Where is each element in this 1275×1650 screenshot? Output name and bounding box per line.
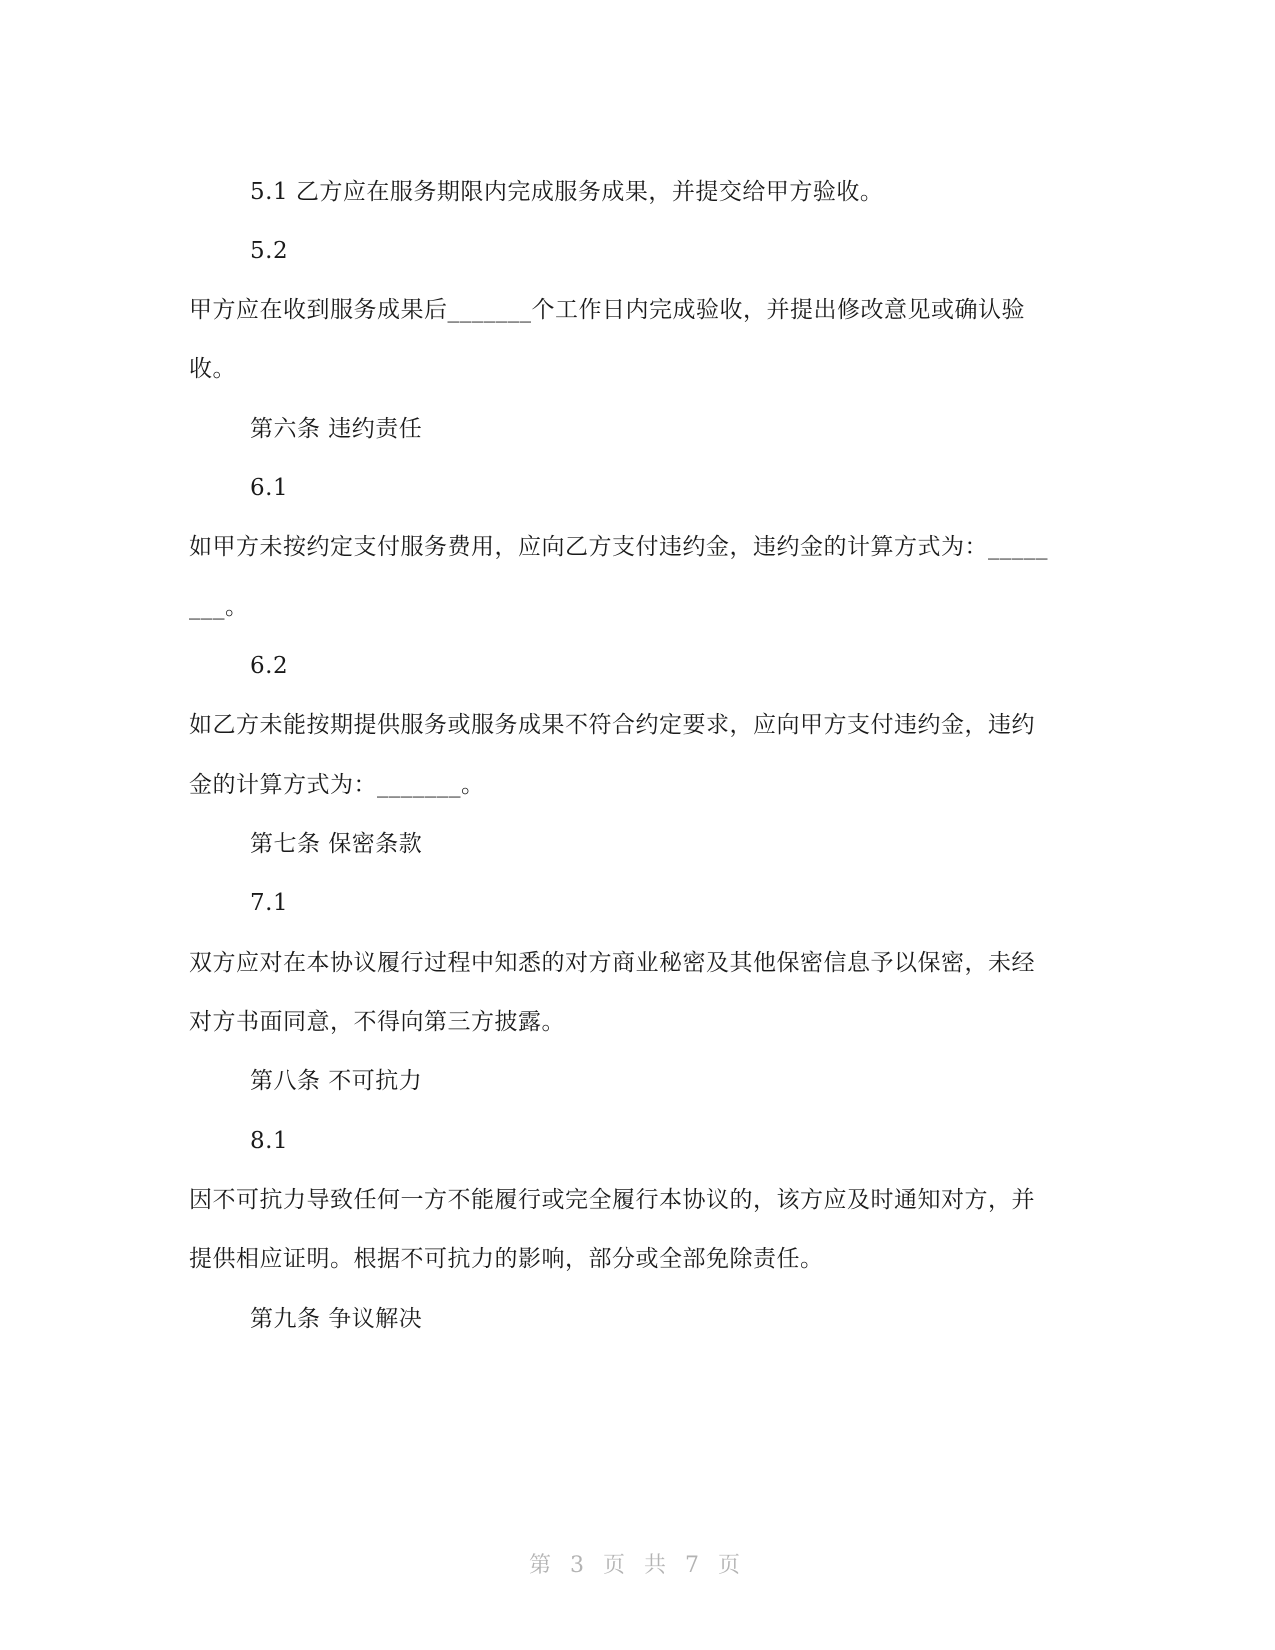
clause-7-1-text-2: 对方书面同意，不得向第三方披露。 (189, 1009, 565, 1035)
clause-8-1-number: 8.1 (250, 1128, 289, 1154)
article-9-heading: 第九条 争议解决 (250, 1306, 423, 1332)
clause-6-2-text-2: 金的计算方式为：_______。 (189, 772, 485, 798)
clause-6-1-text-2: ___。 (189, 594, 249, 620)
clause-6-2-number: 6.2 (250, 653, 289, 679)
article-6-heading: 第六条 违约责任 (250, 416, 423, 442)
clause-7-1-number: 7.1 (250, 890, 289, 916)
clause-5-1: 5.1 乙方应在服务期限内完成服务成果，并提交给甲方验收。 (250, 179, 884, 205)
clause-7-1-text-1: 双方应对在本协议履行过程中知悉的对方商业秘密及其他保密信息予以保密，未经 (189, 950, 1035, 976)
clause-5-2-text-1: 甲方应在收到服务成果后_______个工作日内完成验收，并提出修改意见或确认验 (189, 297, 1025, 323)
clause-8-1-text-2: 提供相应证明。根据不可抗力的影响，部分或全部免除责任。 (189, 1246, 824, 1272)
page-number-footer: 第 3 页 共 7 页 (529, 1553, 746, 1578)
clause-6-2-text-1: 如乙方未能按期提供服务或服务成果不符合约定要求，应向甲方支付违约金，违约 (189, 712, 1035, 738)
clause-6-1-text-1: 如甲方未按约定支付服务费用，应向乙方支付违约金，违约金的计算方式为：_____ (189, 534, 1048, 560)
clause-5-2-number: 5.2 (250, 238, 289, 264)
article-8-heading: 第八条 不可抗力 (250, 1068, 423, 1094)
clause-5-2-text-2: 收。 (189, 356, 236, 382)
article-7-heading: 第七条 保密条款 (250, 831, 423, 857)
clause-6-1-number: 6.1 (250, 475, 289, 501)
clause-8-1-text-1: 因不可抗力导致任何一方不能履行或完全履行本协议的，该方应及时通知对方，并 (189, 1187, 1035, 1213)
